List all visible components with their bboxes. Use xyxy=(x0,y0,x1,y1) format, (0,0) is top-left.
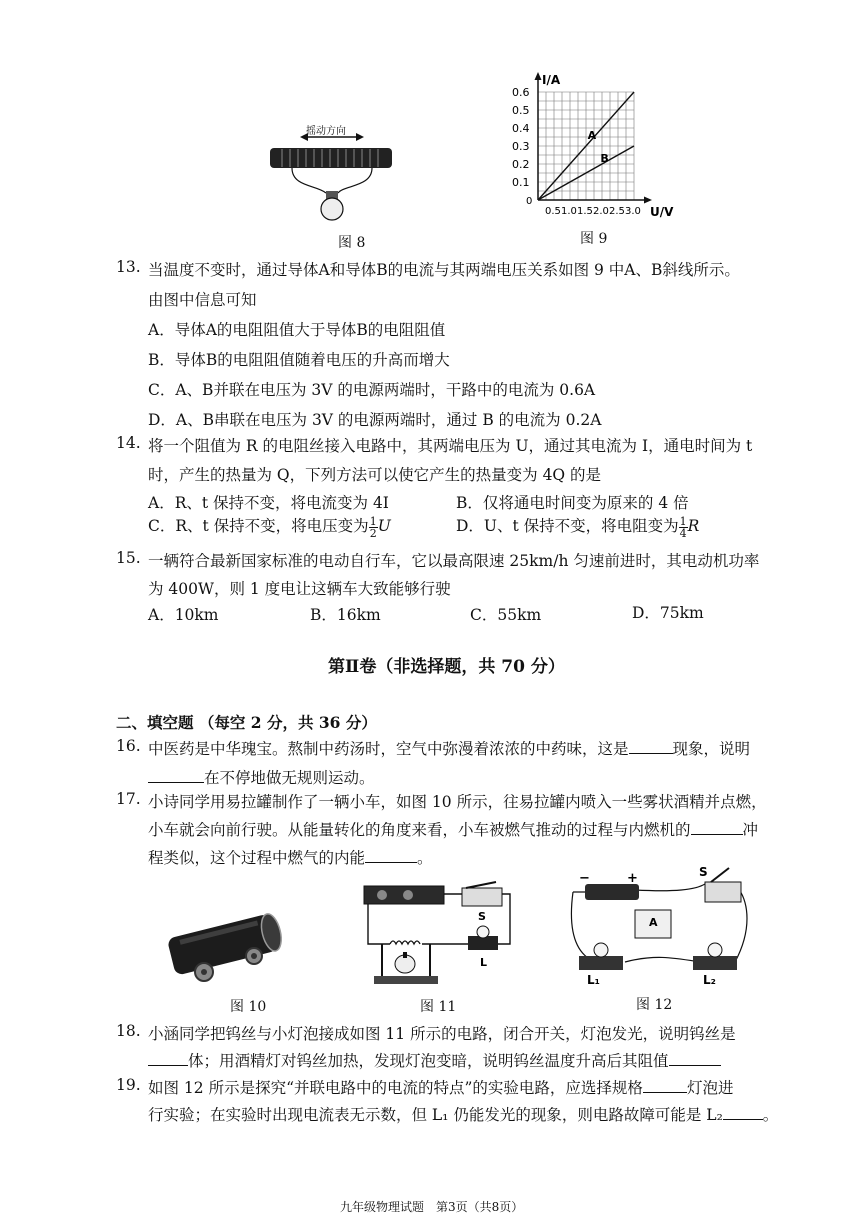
q14-c-numerator: 1 xyxy=(369,514,377,528)
coil-tube xyxy=(270,148,392,168)
fill-in-heading: 二、填空题 （每空 2 分，共 36 分） xyxy=(116,713,377,732)
q15-option-d: D．75km xyxy=(632,604,704,622)
q13-stem-line1: 当温度不变时，通过导体A和导体B的电流与其两端电压关系如图 9 中A、B斜线所示。 xyxy=(148,261,740,279)
can-car-illustration xyxy=(160,900,290,990)
switch-lever xyxy=(466,882,496,888)
battery-cell xyxy=(377,890,387,900)
q17-blank-2[interactable] xyxy=(365,848,417,863)
figure-12 xyxy=(565,862,755,992)
q16-line2-text: 在不停地做无规则运动。 xyxy=(204,769,375,787)
fig12-caption: 图 12 xyxy=(636,997,673,1013)
q18-blank-1[interactable] xyxy=(148,1051,188,1066)
q17-line3-text-a: 程类似，这个过程中燃气的内能 xyxy=(148,849,366,867)
q17-line1: 小诗同学用易拉罐制作了一辆小车，如图 10 所示，往易拉罐内喷入一些雾状酒精并点燃， xyxy=(148,793,767,811)
switch-body-icon xyxy=(462,888,502,906)
lamp-holder-l2 xyxy=(693,956,737,970)
q14-option-c xyxy=(148,514,391,539)
shake-arrow-right-icon xyxy=(356,133,364,141)
lamp-holder-l1 xyxy=(579,956,623,970)
q18-line1: 小涵同学把钨丝与小灯泡接成如图 11 所示的电路，闭合开关，灯泡发光，说明钨丝是 xyxy=(148,1025,736,1043)
q14-d-denominator: 4 xyxy=(679,526,687,540)
q14-option-c-var: U xyxy=(377,517,391,535)
fig11-switch-label: S xyxy=(478,910,486,923)
wire-right xyxy=(338,168,372,193)
fig12-l1-label: L₁ xyxy=(587,973,600,987)
q14-c-denominator: 2 xyxy=(369,526,377,540)
y-axis-label: I/A xyxy=(542,73,561,87)
q14-option-d-var: R xyxy=(687,517,700,535)
switch-body-icon xyxy=(705,882,741,902)
fig12-minus-label: − xyxy=(579,871,590,886)
fig9-caption: 图 9 xyxy=(580,231,608,247)
q15-stem-line2: 为 400W，则 1 度电让这辆车大致能够行驶 xyxy=(148,580,451,598)
y-tick-label: 0.2 xyxy=(512,158,530,171)
fig8-caption: 图 8 xyxy=(338,235,366,251)
q16-number: 16. xyxy=(116,737,141,755)
fig12-meter-label: A xyxy=(649,916,658,929)
small-bulb-icon xyxy=(477,926,489,938)
fig8-label: 摇动方向 xyxy=(306,126,346,137)
x-tick-label: 2.0 xyxy=(593,206,609,217)
q19-line2-text-a: 行实验；在实验时出现电流表无示数，但 L₁ 仍能发光的现象，则电路故障可能是 L₂ xyxy=(148,1106,723,1124)
stand-base xyxy=(374,976,438,984)
page-footer: 九年级物理试题 第3页（共8页） xyxy=(340,1200,524,1214)
wheel-front-hub xyxy=(201,969,207,975)
q13-option-b: B．导体B的电阻阻值随着电压的升高而增大 xyxy=(148,351,450,369)
figure-10 xyxy=(160,900,290,990)
q17-line3-text-b: 。 xyxy=(417,849,433,867)
q14-option-d xyxy=(456,514,699,539)
q17-number: 17. xyxy=(116,790,141,808)
q19-number: 19. xyxy=(116,1076,141,1094)
x-tick-labels xyxy=(545,206,641,217)
x-tick-label: 1.5 xyxy=(577,206,593,217)
q14-d-numerator: 1 xyxy=(679,514,687,528)
q14-option-d-text: D．U、t 保持不变，将电阻变为 xyxy=(456,517,679,535)
parallel-circuit-diagram xyxy=(565,862,755,992)
fig12-l2-label: L₂ xyxy=(703,973,716,987)
fig12-plus-label: + xyxy=(627,871,638,886)
q15-option-a: A．10km xyxy=(148,606,219,624)
q19-blank-1[interactable] xyxy=(643,1078,687,1093)
battery-cell xyxy=(403,890,413,900)
q19-line2-text-b: 。 xyxy=(762,1106,779,1124)
q19-blank-2[interactable] xyxy=(723,1105,763,1120)
q18-line2 xyxy=(148,1049,721,1071)
q19-line1-text-b: 灯泡进 xyxy=(686,1079,734,1097)
y-tick-label: 0.1 xyxy=(512,176,530,189)
x-tick-label: 2.5 xyxy=(609,206,625,217)
q17-blank-1[interactable] xyxy=(691,820,743,835)
q16-line1-text-b: 现象，说明 xyxy=(672,740,751,758)
iu-chart xyxy=(500,62,690,222)
q13-option-d: D．A、B串联在电压为 3V 的电源两端时，通过 B 的电流为 0.2A xyxy=(148,411,602,429)
wheel-back-hub xyxy=(251,953,257,959)
y-axis-arrow-icon xyxy=(535,72,542,80)
q18-number: 18. xyxy=(116,1022,141,1040)
q17-line2-text-b: 冲 xyxy=(742,821,759,839)
q14-option-c-text: C．R、t 保持不变，将电压变为 xyxy=(148,517,369,535)
y-tick-labels xyxy=(512,86,530,189)
q14-option-a: A．R、t 保持不变，将电流变为 4I xyxy=(148,494,389,512)
bulb-l2-icon xyxy=(708,943,722,957)
y-tick-label: 0.4 xyxy=(512,122,530,135)
q19-line1 xyxy=(148,1076,733,1098)
series-label-a: A xyxy=(587,128,597,142)
figure-9 xyxy=(500,62,690,222)
q15-option-c: C．55km xyxy=(470,606,542,624)
q15-number: 15. xyxy=(116,549,141,567)
x-tick-label: 0.5 xyxy=(545,206,561,217)
x-axis-arrow-icon xyxy=(644,197,652,204)
q18-line2-text: 体；用酒精灯对钨丝加热，发现灯泡变暗，说明钨丝温度升高后其阻值 xyxy=(188,1052,669,1070)
y-tick-label: 0.3 xyxy=(512,140,530,153)
can-body xyxy=(167,912,285,976)
q15-stem-line1: 一辆符合最新国家标准的电动自行车，它以最高限速 25km/h 匀速前进时，其电动机功率 xyxy=(148,552,760,570)
q13-option-a: A．导体A的电阻阻值大于导体B的电阻阻值 xyxy=(148,321,446,339)
q14-option-c-fraction xyxy=(369,516,378,539)
q17-line2 xyxy=(148,818,758,840)
fig12-switch-label: S xyxy=(699,865,708,879)
q16-line1-text-a: 中医药是中华瑰宝。熬制中药汤时，空气中弥漫着浓浓的中药味，这是 xyxy=(148,740,629,758)
q16-blank-1[interactable] xyxy=(629,739,673,754)
q19-line1-text-a: 如图 12 所示是探究“并联电路中的电流的特点”的实验电路，应选择规格 xyxy=(148,1079,643,1097)
wire-left xyxy=(292,168,326,193)
lamp-wick xyxy=(403,952,407,958)
fig11-lamp-label: L xyxy=(480,956,488,969)
y-tick-label: 0.5 xyxy=(512,104,530,117)
q16-line1 xyxy=(148,737,750,759)
q16-blank-2[interactable] xyxy=(148,768,204,783)
q13-option-c: C．A、B并联在电压为 3V 的电源两端时，干路中的电流为 0.6A xyxy=(148,381,596,399)
fig10-caption: 图 10 xyxy=(230,999,267,1015)
q13-stem-line2: 由图中信息可知 xyxy=(148,291,257,309)
x-axis-label: U/V xyxy=(650,205,674,219)
series-label-b: B xyxy=(600,152,609,165)
q14-number: 14. xyxy=(116,434,141,452)
y-tick-label: 0.6 xyxy=(512,86,530,99)
bulb-l1-icon xyxy=(594,943,608,957)
q18-blank-2[interactable] xyxy=(669,1051,721,1066)
q14-option-b: B．仅将通电时间变为原来的 4 倍 xyxy=(456,494,689,512)
tungsten-circuit-diagram xyxy=(350,880,530,992)
q19-line2 xyxy=(148,1103,778,1125)
switch-lever xyxy=(711,868,729,882)
bulb-icon xyxy=(321,198,343,220)
figure-11 xyxy=(350,880,530,992)
fig11-caption: 图 11 xyxy=(420,999,457,1015)
section-title: 第Ⅱ卷（非选择题，共 70 分） xyxy=(328,657,565,677)
q13-number: 13. xyxy=(116,258,141,276)
q16-line2 xyxy=(148,766,375,788)
q17-line2-text-a: 小车就会向前行驶。从能量转化的角度来看，小车被燃气推动的过程与内燃机的 xyxy=(148,821,691,839)
q14-option-d-fraction xyxy=(679,516,688,539)
origin-label: 0 xyxy=(526,196,533,207)
q15-option-b: B．16km xyxy=(310,606,381,624)
tungsten-coil xyxy=(390,941,420,944)
q17-line3 xyxy=(148,846,433,868)
battery-icon xyxy=(585,884,639,900)
x-tick-label: 1.0 xyxy=(561,206,577,217)
x-tick-label: 3.0 xyxy=(625,206,641,217)
q14-stem-line1: 将一个阻值为 R 的电阻丝接入电路中，其两端电压为 U，通过其电流为 I，通电时间为 t xyxy=(148,437,753,455)
q14-stem-line2: 时，产生的热量为 Q，下列方法可以使它产生的热量变为 4Q 的是 xyxy=(148,466,602,484)
